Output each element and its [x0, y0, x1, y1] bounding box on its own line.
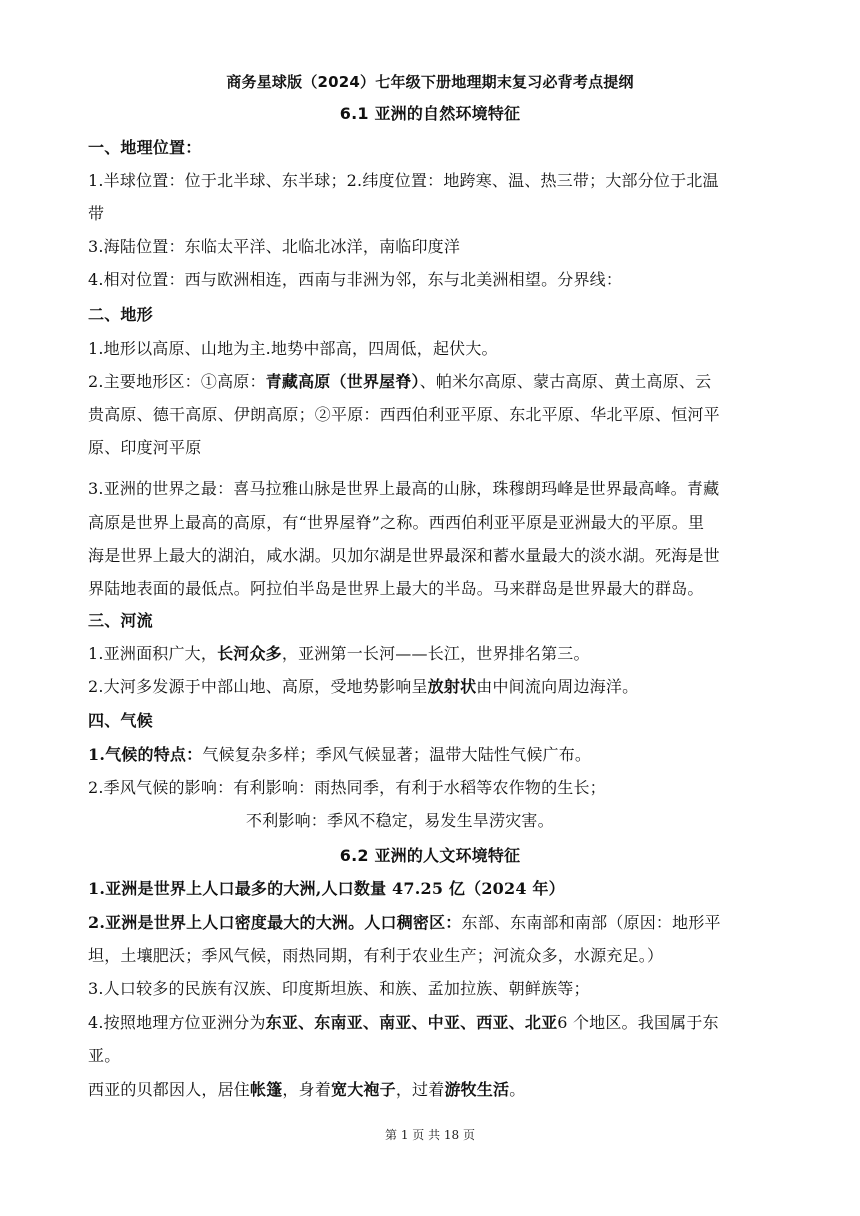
text: 2.大河多发源于中部山地、高原，受地势影响呈: [88, 677, 428, 696]
paragraph: [88, 1012, 772, 1034]
section-title-6-1: 6.1 亚洲的自然环境特征: [339, 104, 521, 123]
paragraph: 3.人口较多的民族有汉族、印度斯坦族、和族、孟加拉族、朝鲜族等；: [88, 979, 590, 998]
paragraph: 坦，土壤肥沃；季风气候，雨热同期，有利于农业生产；河流众多，水源充足。）: [88, 946, 664, 965]
text: 东部、东南部和南部（原因：地形平: [461, 913, 721, 932]
bold-text: 宽大袍子: [331, 1080, 396, 1099]
paragraph: [88, 643, 772, 665]
bold-text: 青藏高原（世界屋脊）: [265, 372, 420, 391]
bold-text: 1.气候的特点：: [88, 745, 203, 764]
bold-text: 长河众多: [217, 644, 282, 663]
text: 4.按照地理方位亚洲分为: [88, 1013, 266, 1032]
paragraph: [88, 1079, 772, 1101]
paragraph: 2.季风气候的影响：有利影响：雨热同季，有利于水稻等农作物的生长；: [88, 778, 606, 797]
paragraph: 高原是世界上最高的高原，有“世界屋脊”之称。西西伯利亚平原是亚洲最大的平原。里: [88, 513, 705, 532]
paragraph: 3.海陆位置：东临太平洋、北临北冰洋，南临印度洋: [88, 237, 461, 256]
paragraph: 海是世界上最大的湖泊，咸水湖。贝加尔湖是世界最深和蓄水量最大的淡水湖。死海是世: [88, 546, 720, 565]
section-title-6-2: 6.2 亚洲的人文环境特征: [339, 846, 521, 865]
text: ，过着: [395, 1080, 445, 1099]
document-title: 商务星球版（2024）七年级下册地理期末复习必背考点提纲: [226, 73, 634, 91]
paragraph: 贵高原、德干高原、伊朗高原；②平原：西西伯利亚平原、东北平原、华北平原、恒河平: [88, 405, 720, 424]
text: 。: [509, 1080, 526, 1099]
heading-climate: 四、气候: [88, 711, 153, 730]
paragraph: [88, 744, 772, 766]
bold-text: 帐篷: [250, 1080, 283, 1099]
bold-text: 游牧生活: [444, 1080, 510, 1099]
paragraph: 1.半球位置：位于北半球、东半球；2.纬度位置：地跨寒、温、热三带；大部分位于北温: [88, 171, 719, 190]
text: 西亚的贝都因人，居住: [88, 1080, 251, 1099]
paragraph: [88, 371, 772, 393]
paragraph: 3.亚洲的世界之最：喜马拉雅山脉是世界上最高的山脉，珠穆朗玛峰是世界最高峰。青藏: [88, 479, 720, 498]
paragraph: 带: [88, 204, 105, 223]
text: ，亚洲第一长河——长江，世界排名第三。: [281, 644, 590, 663]
paragraph: [88, 676, 772, 698]
paragraph: 4.相对位置：西与欧洲相连，西南与非洲为邻，东与北美洲相望。分界线：: [88, 270, 623, 289]
bold-text: 2.亚洲是世界上人口密度最大的大洲。人口稠密区：: [88, 913, 462, 932]
heading-location: 一、地理位置：: [88, 138, 202, 157]
paragraph: [88, 912, 772, 934]
text: 由中间流向周边海洋。: [476, 677, 639, 696]
heading-rivers: 三、河流: [88, 611, 153, 630]
paragraph: 不利影响：季风不稳定，易发生旱涝灾害。: [246, 811, 554, 830]
text: 气候复杂多样；季风气候显著；温带大陆性气候广布。: [202, 745, 592, 764]
heading-terrain: 二、地形: [88, 305, 153, 324]
page-footer: 第 1 页 共 18 页: [385, 1128, 475, 1142]
paragraph: 1.地形以高原、山地为主.地势中部高，四周低，起伏大。: [88, 339, 498, 358]
text: 、帕米尔高原、蒙古高原、黄土高原、云: [419, 372, 712, 391]
paragraph: 界陆地表面的最低点。阿拉伯半岛是世界上最大的半岛。马来群岛是世界最大的群岛。: [88, 579, 704, 598]
text: ，身着: [282, 1080, 332, 1099]
text: 2.主要地形区：①高原：: [88, 372, 266, 391]
text: 1.亚洲面积广大，: [88, 644, 218, 663]
paragraph: 1.亚洲是世界上人口最多的大洲,人口数量 47.25 亿（2024 年）: [88, 879, 565, 898]
paragraph: 原、印度河平原: [88, 438, 202, 457]
bold-text: 放射状: [427, 677, 477, 696]
paragraph: 亚。: [88, 1046, 121, 1065]
bold-text: 东亚、东南亚、南亚、中亚、西亚、北亚: [265, 1013, 558, 1032]
text: 6 个地区。我国属于东: [557, 1013, 719, 1032]
